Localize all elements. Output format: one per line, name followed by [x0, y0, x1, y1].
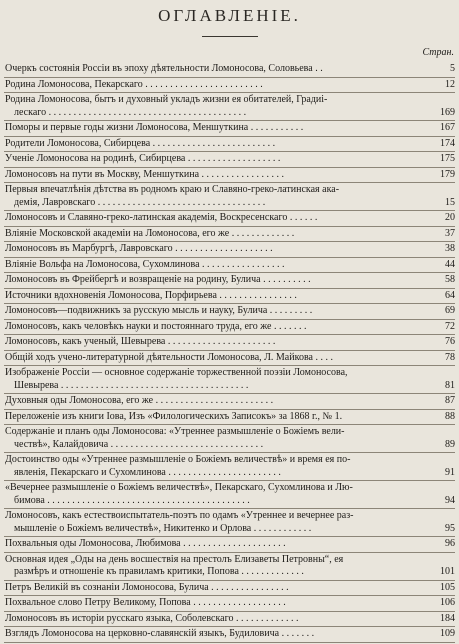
- toc-entry: [0, 482, 459, 507]
- toc-entry: [0, 305, 459, 318]
- toc-entry: [0, 336, 459, 349]
- toc-entry: [0, 395, 459, 408]
- entry-divider: [4, 409, 455, 410]
- title-rule: [202, 36, 258, 37]
- toc-entry: [0, 321, 459, 334]
- page-column-header: Стран.: [422, 47, 454, 58]
- entry-divider: [4, 642, 455, 643]
- entry-divider: [4, 210, 455, 211]
- toc-entry-page: 88: [445, 410, 455, 422]
- entry-divider: [4, 167, 455, 168]
- toc-entry: [0, 228, 459, 241]
- entry-divider: [4, 120, 455, 121]
- toc-entry: [0, 411, 459, 424]
- toc-entry-title: Изображеніе Россіи — основное содержаніе торжественной поэзіи Ломоносова,: [5, 367, 348, 378]
- toc-entry-title: Петръ Великій въ сознаніи Ломоносова, Булича . . . . . . . . . . . . . . . .: [5, 581, 289, 593]
- toc-entry-title-continued: явленія, Пекарскаго и Сухомлинова . . . . . . . . . . . . . . . . . . . . . . .: [14, 466, 281, 478]
- toc-entry-title: Похвальныя оды Ломоносова, Любимова . . . . . . . . . . . . . . . . . . . . .: [5, 538, 286, 549]
- entry-divider: [4, 151, 455, 152]
- toc-entry-title-continued: размѣръ и отношеніе къ правиламъ критики, Попова . . . . . . . . . . . . .: [14, 566, 304, 577]
- toc-entry-page: 87: [445, 395, 455, 406]
- toc-entry-title: Духовныя оды Ломоносова, его же . . . . . . . . . . . . . . . . . . . . . . . .: [5, 395, 274, 406]
- toc-entry-page: 184: [440, 612, 455, 624]
- toc-entry-page: 175: [440, 153, 455, 164]
- toc-entry-page: 20: [445, 212, 455, 223]
- toc-entry: [0, 122, 459, 135]
- toc-entry-page: 12: [445, 78, 455, 90]
- toc-entry: [0, 184, 459, 209]
- toc-entry-title: Взглядъ Ломоносова на церковно-славянскій языкъ, Будиловича . . . . . . .: [5, 628, 315, 639]
- toc-entry-page: 58: [445, 274, 455, 285]
- entry-divider: [4, 508, 455, 509]
- entry-divider: [4, 595, 455, 596]
- toc-entry: [0, 582, 459, 595]
- toc-entry-title: Достоинство оды «Утреннее размышленіе о Божіемъ величествѣ» и время ея по-: [5, 454, 351, 465]
- entry-divider: [4, 77, 455, 78]
- toc-entry-page: 64: [445, 289, 455, 301]
- toc-entry-page: 72: [445, 320, 455, 332]
- toc-entry-title-continued: демія, Лавровскаго . . . . . . . . . . . . . . . . . . . . . . . . . . . . . . . . . .: [14, 196, 266, 208]
- toc-entry: [0, 63, 459, 76]
- toc-entry-page: 89: [445, 438, 455, 450]
- toc-entry-title: Ломоносовъ и Славяно-греко-латинская академія, Воскресенскаго . . . . . .: [5, 212, 318, 223]
- toc-entry-page: 81: [445, 379, 455, 391]
- toc-entry-page: 95: [445, 522, 455, 534]
- entry-divider: [4, 480, 455, 481]
- toc-entry-page: 91: [445, 466, 455, 478]
- toc-entry-title: Основная идея „Оды на день восшествія на престолъ Елизаветы Петровны“, ея: [5, 553, 344, 565]
- toc-entry-title: Содержаніе и планъ оды Ломоносова: «Утреннее размышленіе о Божіемъ вели-: [5, 426, 345, 437]
- toc-entry: [0, 454, 459, 479]
- toc-entry-title: Вліяніе Московской академіи на Ломоносова, его же . . . . . . . . . . . . .: [5, 227, 295, 239]
- toc-entry-page: 106: [440, 597, 455, 608]
- entry-divider: [4, 350, 455, 351]
- toc-entry-page: 101: [440, 566, 455, 577]
- toc-entry-page: 44: [445, 258, 455, 270]
- toc-entry-page: 105: [440, 581, 455, 593]
- entry-divider: [4, 241, 455, 242]
- toc-entry: [0, 426, 459, 451]
- toc-entry-title: Родители Ломоносова, Сибирцева . . . . . . . . . . . . . . . . . . . . . . . . .: [5, 137, 276, 149]
- toc-entry-title: Ломоносовъ, какъ естествоиспытатель-поэтъ по одамъ «Утреннее и вечернее раз-: [5, 510, 354, 521]
- entry-divider: [4, 536, 455, 537]
- entry-divider: [4, 334, 455, 335]
- entry-divider: [4, 319, 455, 320]
- toc-entry: [0, 290, 459, 303]
- toc-entry: [0, 538, 459, 551]
- toc-entry-page: 37: [445, 227, 455, 239]
- entry-divider: [4, 182, 455, 183]
- toc-entry-page: 78: [445, 351, 455, 363]
- entry-divider: [4, 611, 455, 612]
- toc-entry-title: Родина Ломоносова, Пекарскаго . . . . . . . . . . . . . . . . . . . . . . . .: [5, 78, 263, 90]
- toc-entry: [0, 367, 459, 392]
- toc-entry-page: 94: [445, 494, 455, 506]
- entry-divider: [4, 303, 455, 304]
- toc-entry-page: 167: [440, 122, 455, 133]
- toc-entry: [0, 628, 459, 641]
- entry-divider: [4, 288, 455, 289]
- toc-entry-title: Источники вдохновенія Ломоносова, Порфирьева . . . . . . . . . . . . . . . .: [5, 289, 297, 301]
- entry-divider: [4, 552, 455, 553]
- toc-entry-title: Ломоносовъ въ Фрейбергѣ и возвращеніе на родину, Булича . . . . . . . . . .: [5, 274, 311, 285]
- toc-entry-title: Ученіе Ломоносова на родинѣ, Сибирцева . . . . . . . . . . . . . . . . . . .: [5, 153, 281, 164]
- toc-entry-title: Вліяніе Вольфа на Ломоносова, Сухомлинова . . . . . . . . . . . . . . . . .: [5, 258, 285, 270]
- entry-divider: [4, 272, 455, 273]
- toc-entry-page: 38: [445, 243, 455, 254]
- toc-entry: [0, 352, 459, 365]
- entry-divider: [4, 393, 455, 394]
- toc-entry-title: Ломоносовъ, какъ ученый, Шевырева . . . . . . . . . . . . . . . . . . . . . .: [5, 336, 276, 347]
- toc-entry: [0, 510, 459, 535]
- toc-entry-title: «Вечернее размышленіе о Божіемъ величествѣ», Пекарскаго, Сухомлинова и Лю-: [5, 482, 353, 493]
- toc-entry: [0, 153, 459, 166]
- toc-entry: [0, 259, 459, 272]
- toc-entry-page: 5: [450, 63, 455, 74]
- toc-entry: [0, 613, 459, 626]
- toc-entry-title-continued: лескаго . . . . . . . . . . . . . . . . . . . . . . . . . . . . . . . . . . . . . . . .: [14, 106, 247, 118]
- toc-entry-page: 96: [445, 538, 455, 549]
- toc-entry-title-continued: мышленіе о Божіемъ величествѣ», Никитенко и Орлова . . . . . . . . . . . .: [14, 522, 312, 534]
- toc-entry-title: Первыя впечатлѣнія дѣтства въ родномъ краю и Славяно-греко-латинская ака-: [5, 184, 340, 195]
- toc-entry-page: 15: [445, 196, 455, 208]
- toc-entry-title: Ломоносовъ на пути въ Москву, Меншуткина . . . . . . . . . . . . . . . . .: [5, 168, 285, 180]
- toc-entry-title: Похвальное слово Петру Великому, Попова . . . . . . . . . . . . . . . . . . .: [5, 597, 286, 608]
- entry-divider: [4, 424, 455, 425]
- toc-entry-title: Ломоносовъ, какъ человѣкъ науки и постояннаго труда, его же . . . . . . .: [5, 320, 307, 332]
- toc-entry-page: 179: [440, 168, 455, 180]
- entry-divider: [4, 226, 455, 227]
- toc-entry-title: Ломоносовъ—подвижникъ за русскую мысль и науку, Булича . . . . . . . . .: [5, 305, 313, 316]
- toc-entry-title: Очеркъ состоянія Россіи въ эпоху дѣятельности Ломоносова, Соловьева . .: [5, 63, 323, 74]
- toc-entry-title-continued: Шевырева . . . . . . . . . . . . . . . . . . . . . . . . . . . . . . . . . . . . . .: [14, 379, 249, 391]
- toc-entry-title-continued: чествѣ», Калайдовича . . . . . . . . . . . . . . . . . . . . . . . . . . . . . . .: [14, 438, 264, 450]
- toc-entry: [0, 597, 459, 610]
- toc-entry-title: Ломоносовъ въ исторіи русскаго языка, Соболевскаго . . . . . . . . . . . . .: [5, 612, 299, 624]
- toc-entry: [0, 243, 459, 256]
- toc-entry-title: Общій ходъ учено-литературной дѣятельности Ломоносова, Л. Майкова . . . .: [5, 351, 333, 363]
- toc-entry-page: 109: [440, 628, 455, 639]
- entry-divider: [4, 92, 455, 93]
- toc-entry-title: Ломоносовъ въ Марбургѣ, Лавровскаго . . . . . . . . . . . . . . . . . . . .: [5, 243, 273, 254]
- entry-divider: [4, 626, 455, 627]
- toc-entry: [0, 79, 459, 92]
- toc-entry: [0, 138, 459, 151]
- toc-entry-page: 169: [440, 106, 455, 118]
- toc-entry-title-continued: бимова . . . . . . . . . . . . . . . . . . . . . . . . . . . . . . . . . . . . . . . . .: [14, 494, 250, 506]
- toc-entry-page: 69: [445, 305, 455, 316]
- entry-divider: [4, 452, 455, 453]
- entry-divider: [4, 365, 455, 366]
- toc-entry: [0, 169, 459, 182]
- toc-entry-page: 76: [445, 336, 455, 347]
- entry-divider: [4, 136, 455, 137]
- toc-entry-title: Переложеніе изъ книги Іова, Изъ «Филологическихъ Записокъ» за 1868 г., № 1.: [5, 410, 343, 422]
- toc-entry-title: Родина Ломоносова, бытъ и духовный укладъ жизни ея обитателей, Градиі-: [5, 94, 328, 105]
- entry-divider: [4, 257, 455, 258]
- toc-entry-title: Поморы и первые годы жизни Ломоносова, Меншуткина . . . . . . . . . . .: [5, 122, 304, 133]
- toc-entry: [0, 274, 459, 287]
- toc-entry: [0, 212, 459, 225]
- toc-entry: [0, 94, 459, 119]
- toc-list: [0, 63, 459, 644]
- page-title: ОГЛАВЛЕНІЕ.: [158, 6, 301, 25]
- entry-divider: [4, 580, 455, 581]
- toc-entry-page: 174: [440, 137, 455, 149]
- toc-entry: [0, 554, 459, 579]
